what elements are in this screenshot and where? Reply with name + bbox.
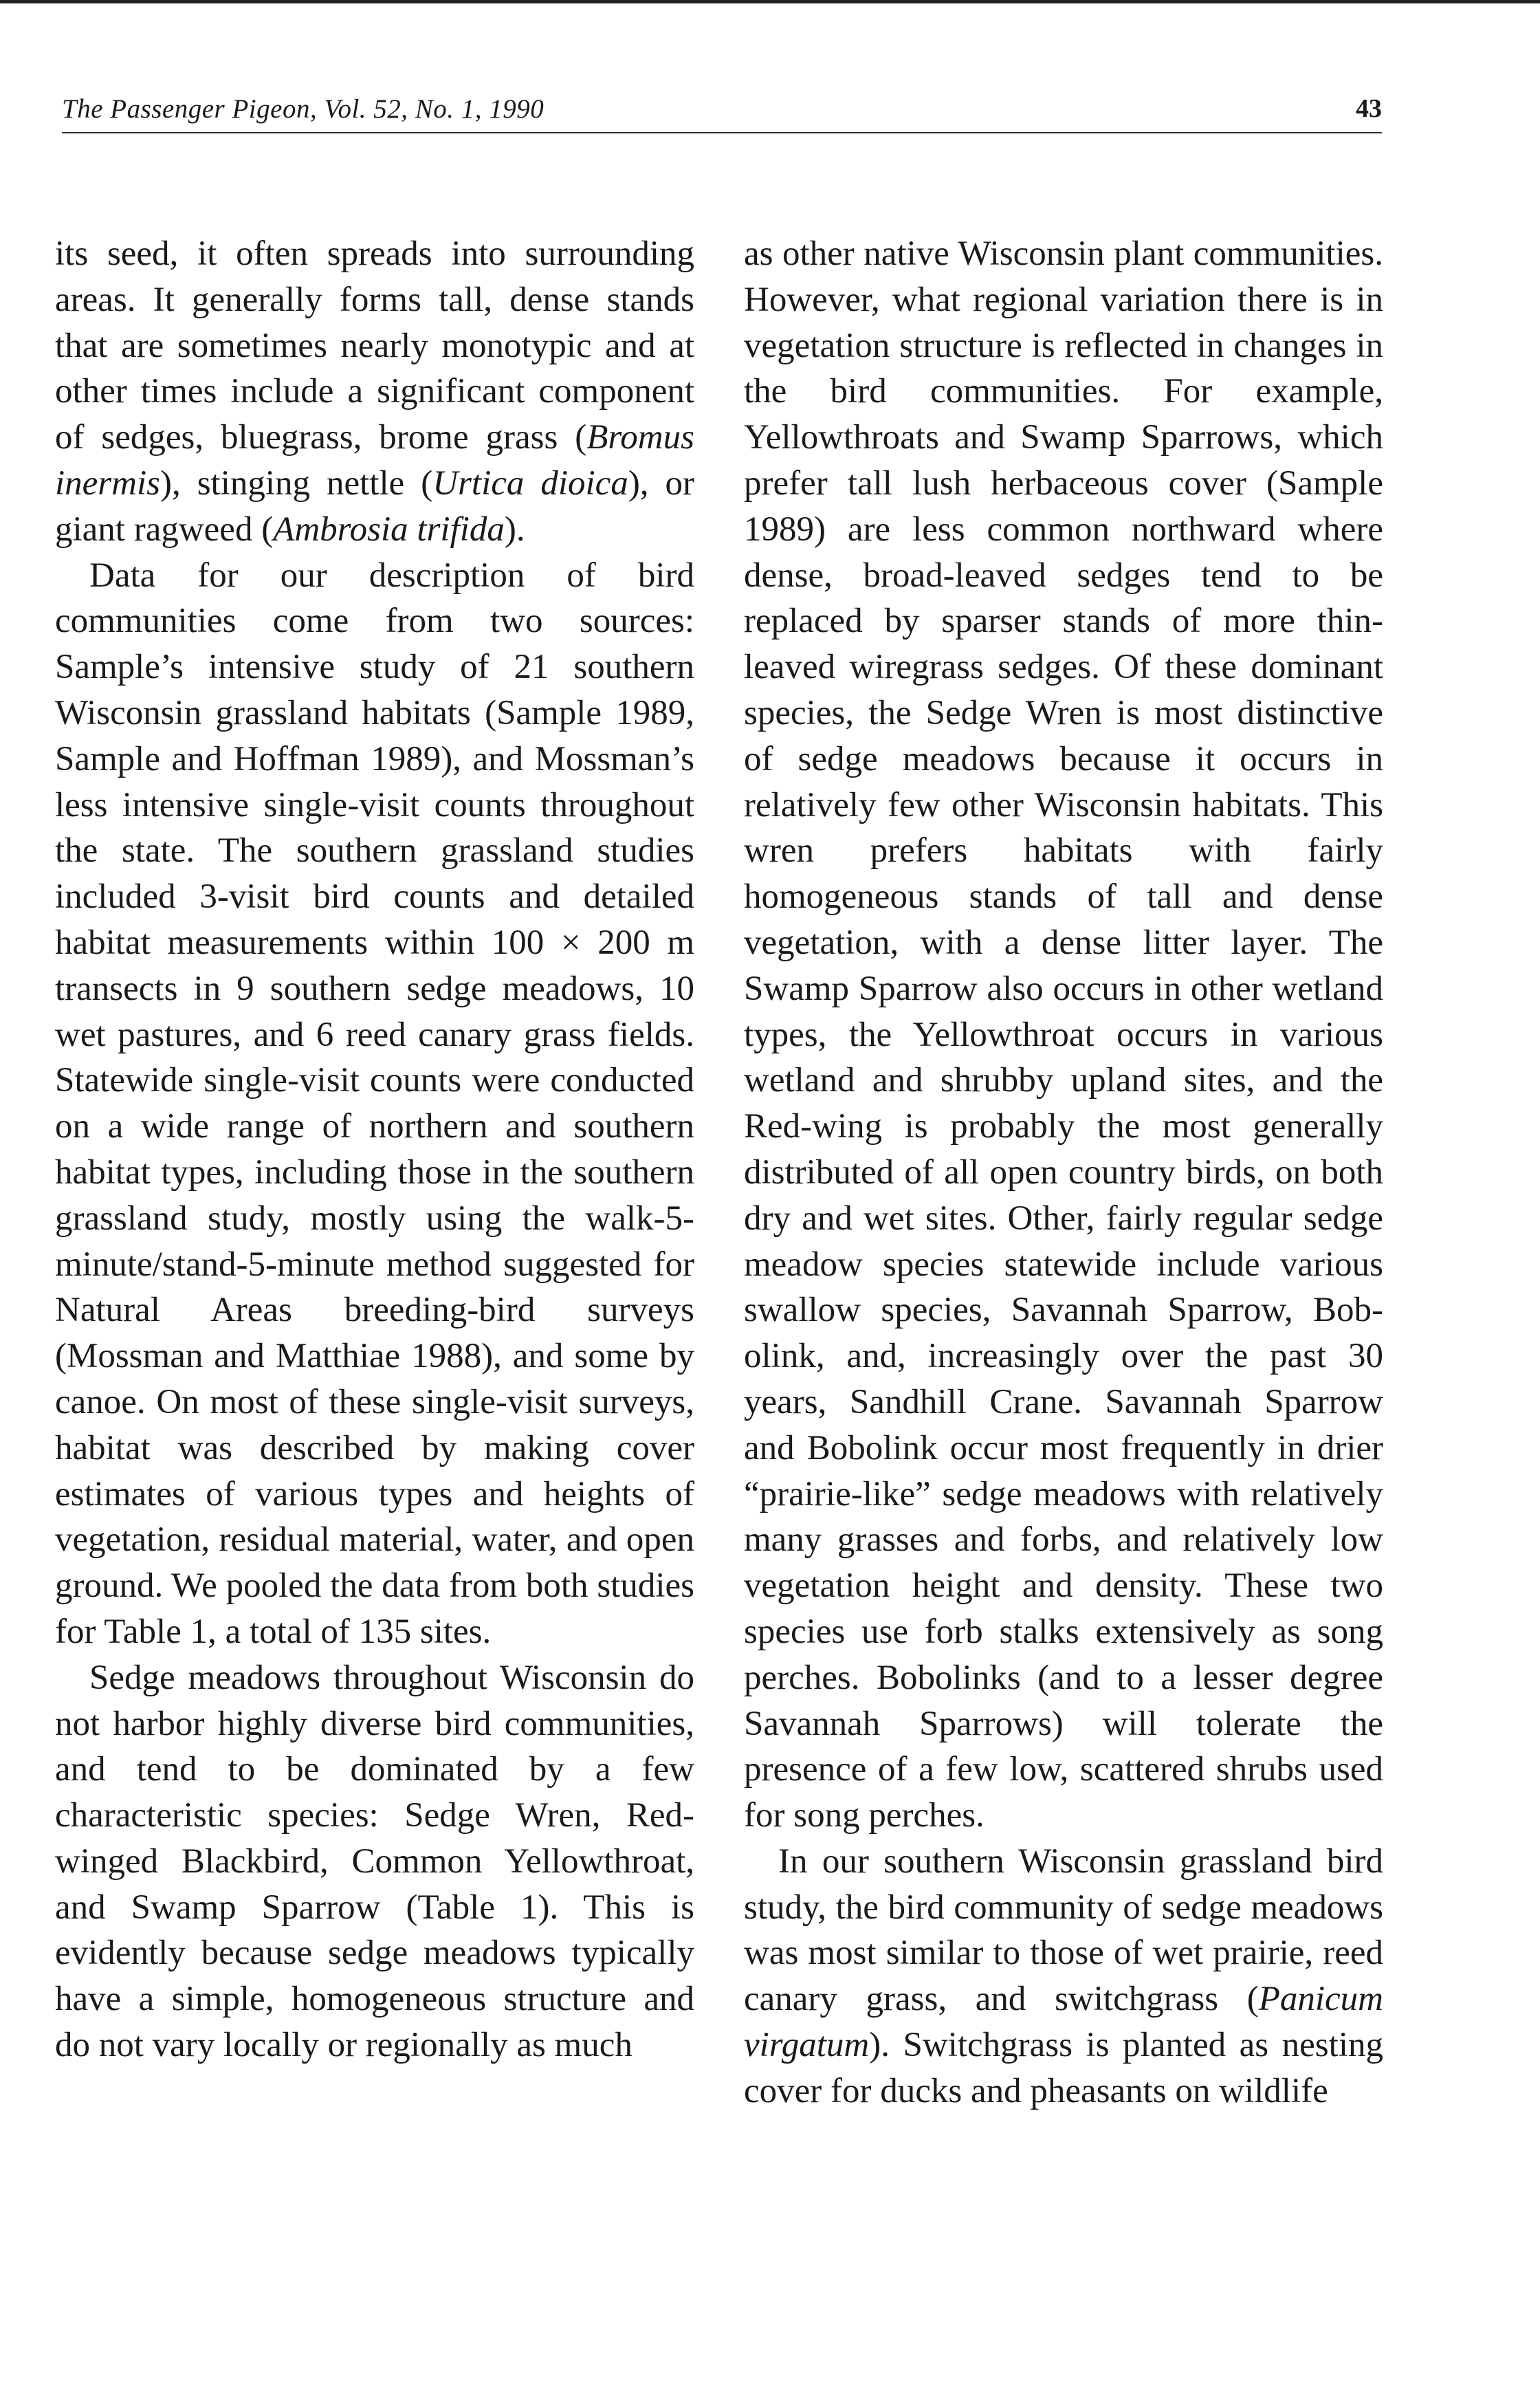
paragraph-data-sources: Data for our description of bird communities come from two sources: Sample’s intensive study of 21 southern Wisconsin grassland habitats (Sample 1989, Sample and Hoffman 1989), and Mossman’s less intensive single-visit counts throughout the state. The southern grassland studies included 3-visit bird counts and detailed habitat measurements within 100 × 200 m transects in 9 southern sedge meadows, 10 wet pastures, and 6 reed canary grass fields. Statewide single-visit counts were conducted on a wide range of northern and southern habitat types, including those in the southern grassland study, mostly using the walk-5-minute/stand-5-minute method suggested for Natural Areas breeding-bird surveys (Mossman and Matthiae 1988), and some by canoe. On most of these single-visit surveys, habitat was described by making cover estimates of various types and heights of vegetation, residual material, water, and open ground. We pooled the data from both studies for Table 1, a total of 135 sites. bbox=[55, 556, 694, 1651]
right-column bbox=[744, 231, 1383, 2115]
paragraph-southern-study: In our southern Wisconsin grassland bird study, the bird community of sedge meadows was most similar to those of wet prairie, reed canary grass, and switchgrass (Panicum virgatum). Switchgrass is planted as nesting cover for ducks and pheasants on wildlife bbox=[744, 1842, 1383, 2110]
paragraph-sedge-meadow-birds: Sedge meadows throughout Wisconsin do not harbor highly diverse bird communities, and tend to be dominated by a few characteristic species: Sedge Wren, Red-winged Blackbird, Common Yellowthroat, and Swamp Sparrow (Table 1). This is evidently because sedge meadows typically have a simple, homogeneous structure and do not vary locally or regionally as much bbox=[55, 1658, 694, 2065]
page-number: 43 bbox=[1356, 94, 1382, 123]
paragraph-continued: its seed, it often spreads into surrounding areas. It generally forms tall, dense stands that are sometimes nearly monotypic and at other times include a significant component of sedges, bluegrass, brome grass (Bromus inermis), stinging nettle (Urtica dioica), or giant ragweed (Ambrosia trifida). bbox=[55, 234, 695, 549]
paragraph-regional-variation: as other native Wisconsin plant communities. However, what regional variation there is in vegetation structure is reflected in changes in the bird communities. For example, Yellowthroats and Swamp Sparrows, which prefer tall lush herbaceous cover (Sample 1989) are less common northward where dense, broad-leaved sedges tend to be replaced by sparser stands of more thin-leaved wiregrass sedges. Of these dominant species, the Sedge Wren is most distinctive of sedge meadows because it occurs in relatively few other Wisconsin habitats. This wren prefers habitats with fairly homogeneous stands of tall and dense vegetation, with a dense litter layer. The Swamp Sparrow also occurs in other wetland types, the Yellowthroat occurs in various wetland and shrubby upland sites, and the Red-wing is probably the most generally distributed of all open country birds, on both dry and wet sites. Other, fairly regular sedge meadow species statewide include various swallow species, Savannah Sparrow, Bobolink, and, increasingly over the past 30 years, Sandhill Crane. Savannah Sparrow and Bobolink occur most frequently in drier “prairie-like” sedge meadows with relatively many grasses and forbs, and relatively low vegetation height and density. These two species use forb stalks extensively as song perches. Bobolinks (and to a lesser degree Savannah Sparrows) will tolerate the presence of a few low, scattered shrubs used for song perches. bbox=[744, 234, 1383, 1835]
running-header bbox=[62, 88, 1382, 133]
left-column bbox=[55, 231, 694, 2068]
top-border-rule bbox=[0, 0, 1540, 3]
journal-citation: The Passenger Pigeon, Vol. 52, No. 1, 1990 bbox=[62, 94, 544, 124]
